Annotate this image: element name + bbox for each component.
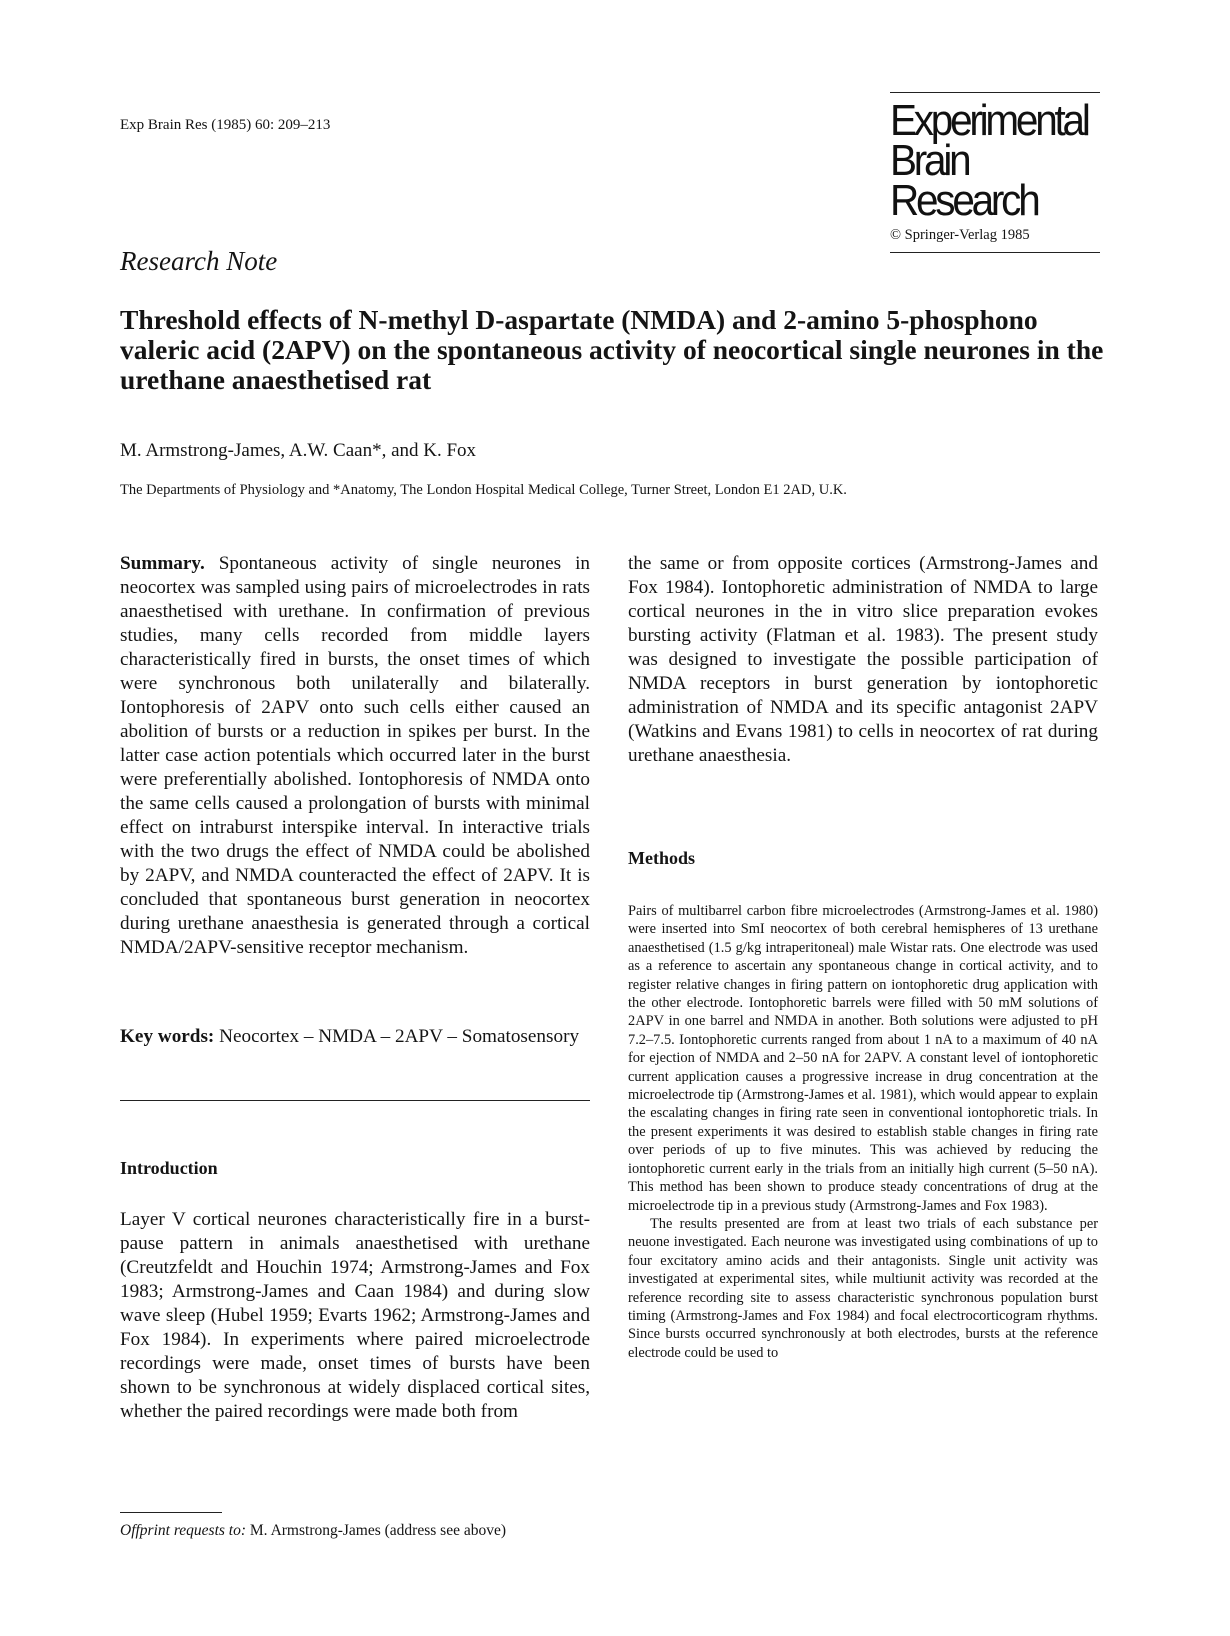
section-label: Research Note xyxy=(120,246,278,276)
summary-label: Summary. xyxy=(120,553,205,574)
methods-paragraph-1: Pairs of multibarrel carbon fibre microelectrodes (Armstrong-James et al. 1980) were inserted into SmI neocortex of both cerebral hemispheres of 13 urethane anaesthetised (1.5 g/kg intraperitoneal) male Wistar rats. One electrode was used as a reference to ascertain any spontaneous change in cortical activity, and to register relative changes in firing pattern on iontophoretic drug application with the other electrode. Iontophoretic barrels were filled with 50 mM solutions of 2APV in one barrel and NMDA in another. Both solutions were adjusted to pH 7.2–7.5. Iontophoretic currents ranged from about 1 nA to a maximum of 40 nA for ejection of NMDA and 2–50 nA for 2APV. A constant level of iontophoretic current application causes a progressive increase in drug concentration at the microelectrode tip (Armstrong-James et al. 1981), which would appear to explain the escalating changes in firing rate seen in conventional iontophoretic trials. In the present experiments it was desired to establish stable changes in firing rate over periods of up to five minutes. This was achieved by reducing the iontophoretic current early in the trials from an initially high current (5–50 nA). This method has been shown to produce steady concentrations of drug at the microelectrode tip in a previous study (Armstrong-James and Fox 1983). xyxy=(628,903,1098,1214)
journal-logo-line1: Experimental xyxy=(890,96,1088,145)
keywords-section xyxy=(120,1025,590,1049)
methods-paragraph-2: The results presented are from at least two trials of each substance per neuone investigated. Each neurone was investigated using combinations of up to four excitatory amino acids and their antagonists. Single unit activity was investigated at experimental sites, while multiunit activity was recorded at the reference recording site to assess characteristic synchronous population burst timing (Armstrong-James and Fox 1984) and focal electrocorticogram rhythms. Since bursts occurred synchronously at both electrodes, bursts at the reference electrode could be used to xyxy=(628,1215,1098,1361)
introduction-text: Layer V cortical neurones characteristically fire in a burst-pause pattern in animals anaesthetised with urethane (Creutzfeldt and Houchin 1974; Armstrong-James and Fox 1983; Armstrong-James and Caan 1984) and during slow wave sleep (Hubel 1959; Evarts 1962; Armstrong-James and Fox 1984). In experiments where paired microelectrode recordings were made, onset times of bursts have been shown to be synchronous at widely displaced cortical sites, whether the paired recordings were made both from xyxy=(120,1209,590,1422)
introduction-heading: Introduction xyxy=(120,1158,218,1178)
journal-masthead xyxy=(890,92,1100,253)
introduction-continuation: the same or from opposite cortices (Armstrong-James and Fox 1984). Iontophoretic administration of NMDA to large cortical neurones in the in vitro slice preparation evokes bursting activity (Flatman et al. 1983). The present study was designed to investigate the possible participation of NMDA receptors in burst generation by iontophoretic administration of NMDA and its specific antagonist 2APV (Watkins and Evans 1981) to cells in neocortex of rat during urethane anaesthesia. xyxy=(628,553,1098,766)
masthead-bottom-rule xyxy=(890,252,1100,253)
copyright-notice: © Springer-Verlag 1985 xyxy=(890,227,1030,243)
journal-logo-line2: Brain Research xyxy=(890,136,1038,225)
summary-text: Spontaneous activity of single neurones in neocortex was sampled using pairs of microelectrodes in rats anaesthetised with urethane. In confirmation of previous studies, many cells recorded from middle layers characteristically fired in bursts, the onset times of which were synchronous both unilaterally and bilaterally. Iontophoresis of 2APV onto such cells either caused an abolition of bursts or a reduction in spikes per burst. In the latter case action potentials which occurred later in the burst were preferentially abolished. Iontophoresis of NMDA onto the same cells caused a prolongation of bursts with minimal effect on intraburst interspike interval. In interactive trials with the two drugs the effect of NMDA could be abolished by 2APV, and NMDA counteracted the effect of 2APV. It is concluded that spontaneous burst generation in neocortex during urethane anaesthesia is generated through a cortical NMDA/2APV-sensitive receptor mechanism. xyxy=(120,553,590,958)
article-title: Threshold effects of N-methyl D-aspartate (NMDA) and 2-amino 5-phosphono valeric acid (2APV) on the spontaneous activity of neocortical single neurones in the urethane anaesthetised rat xyxy=(120,304,1104,395)
journal-citation: Exp Brain Res (1985) 60: 209–213 xyxy=(120,117,331,133)
methods-section xyxy=(628,902,1098,1362)
journal-logo xyxy=(890,96,1088,225)
methods-heading: Methods xyxy=(628,848,695,868)
footnote-label: Offprint requests to: xyxy=(120,1522,247,1539)
footnote-rule xyxy=(120,1512,222,1513)
summary-section xyxy=(120,552,590,960)
keywords-label: Key words: xyxy=(120,1026,215,1047)
author-list: M. Armstrong-James, A.W. Caan*, and K. Fox xyxy=(120,440,477,461)
section-divider xyxy=(120,1100,590,1101)
offprint-footnote xyxy=(120,1522,506,1540)
masthead-top-rule xyxy=(890,92,1100,93)
author-affiliation: The Departments of Physiology and *Anatomy, The London Hospital Medical College, Turner Street, London E1 2AD, U.K. xyxy=(120,482,847,498)
keywords-text: Neocortex – NMDA – 2APV – Somatosensory xyxy=(219,1026,580,1047)
footnote-text: M. Armstrong-James (address see above) xyxy=(249,1522,507,1539)
